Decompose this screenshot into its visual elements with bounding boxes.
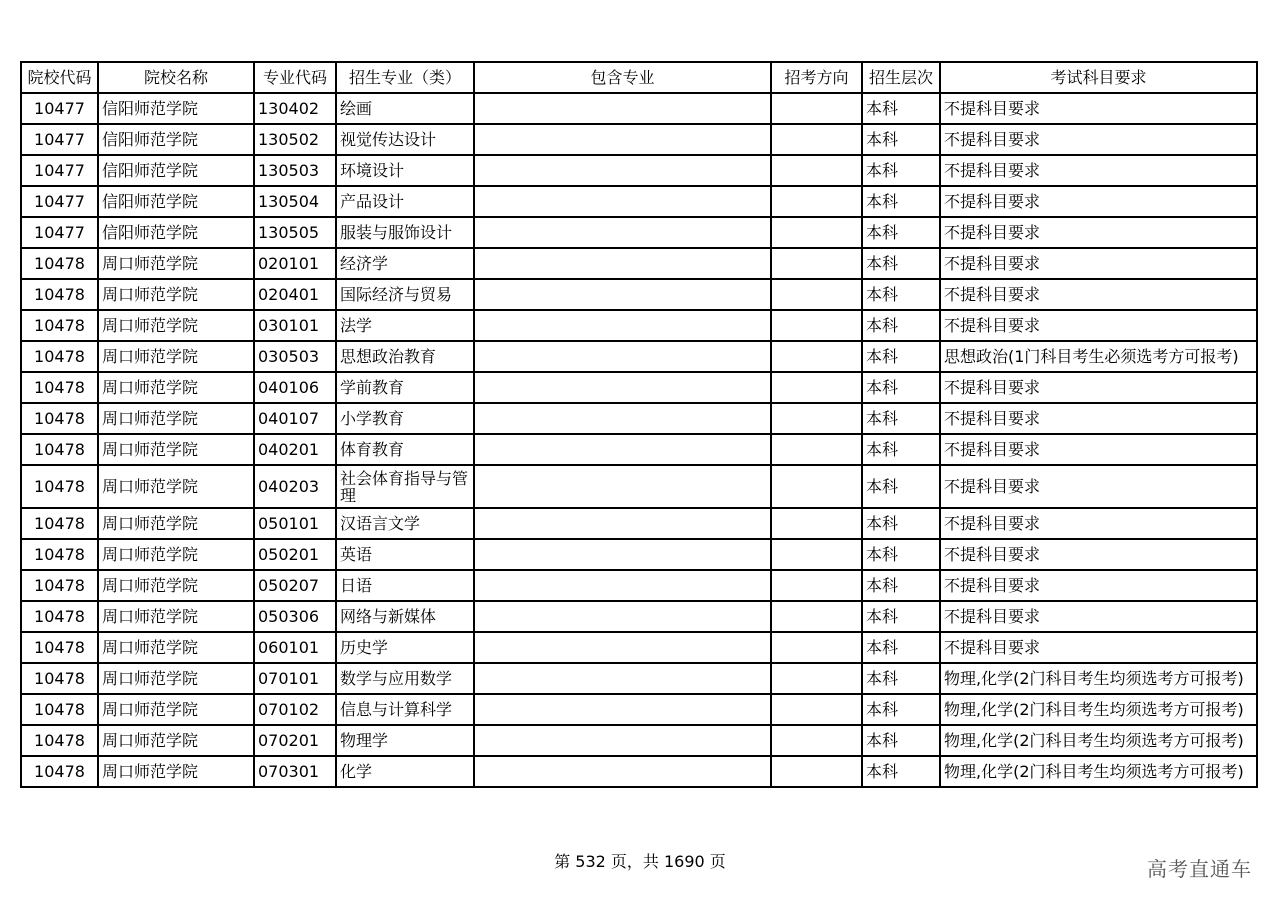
cell-level: 本科 [862, 601, 940, 632]
table-row [21, 186, 1257, 217]
table-row [21, 570, 1257, 601]
cell-major-code: 050201 [254, 539, 336, 570]
cell-school-name: 信阳师范学院 [98, 217, 254, 248]
cell-included-majors [474, 570, 771, 601]
table-row [21, 756, 1257, 787]
cell-included-majors [474, 725, 771, 756]
cell-direction [771, 570, 862, 601]
table-row [21, 434, 1257, 465]
cell-school-code: 10478 [21, 663, 98, 694]
cell-major: 化学 [336, 756, 474, 787]
cell-school-name: 周口师范学院 [98, 663, 254, 694]
cell-direction [771, 341, 862, 372]
cell-direction [771, 279, 862, 310]
cell-direction [771, 124, 862, 155]
table-row [21, 372, 1257, 403]
watermark: 高考直通车 [1147, 857, 1252, 881]
table-row [21, 279, 1257, 310]
cell-level: 本科 [862, 694, 940, 725]
table-row [21, 155, 1257, 186]
cell-major: 英语 [336, 539, 474, 570]
cell-included-majors [474, 465, 771, 508]
cell-direction [771, 725, 862, 756]
cell-direction [771, 694, 862, 725]
cell-school-name: 周口师范学院 [98, 341, 254, 372]
cell-major: 环境设计 [336, 155, 474, 186]
cell-subject-requirements: 不提科目要求 [940, 124, 1257, 155]
cell-school-name: 周口师范学院 [98, 465, 254, 508]
cell-school-code: 10477 [21, 186, 98, 217]
cell-school-name: 周口师范学院 [98, 310, 254, 341]
cell-school-name: 周口师范学院 [98, 508, 254, 539]
table-row [21, 217, 1257, 248]
cell-direction [771, 465, 862, 508]
cell-school-name: 周口师范学院 [98, 372, 254, 403]
cell-major: 数学与应用数学 [336, 663, 474, 694]
cell-major-code: 130505 [254, 217, 336, 248]
cell-direction [771, 186, 862, 217]
cell-level: 本科 [862, 756, 940, 787]
cell-subject-requirements: 不提科目要求 [940, 93, 1257, 124]
cell-school-name: 周口师范学院 [98, 279, 254, 310]
cell-level: 本科 [862, 372, 940, 403]
cell-level: 本科 [862, 632, 940, 663]
cell-included-majors [474, 434, 771, 465]
cell-included-majors [474, 663, 771, 694]
header-subject-requirements: 考试科目要求 [940, 62, 1257, 93]
table-row [21, 403, 1257, 434]
cell-school-code: 10478 [21, 310, 98, 341]
cell-subject-requirements: 不提科目要求 [940, 217, 1257, 248]
cell-subject-requirements: 不提科目要求 [940, 186, 1257, 217]
cell-included-majors [474, 403, 771, 434]
cell-included-majors [474, 279, 771, 310]
cell-major: 学前教育 [336, 372, 474, 403]
cell-major-code: 070102 [254, 694, 336, 725]
cell-subject-requirements: 物理,化学(2门科目考生均须选考方可报考) [940, 756, 1257, 787]
cell-school-name: 周口师范学院 [98, 248, 254, 279]
cell-included-majors [474, 508, 771, 539]
cell-level: 本科 [862, 539, 940, 570]
cell-school-code: 10478 [21, 403, 98, 434]
cell-subject-requirements: 不提科目要求 [940, 570, 1257, 601]
cell-level: 本科 [862, 93, 940, 124]
cell-subject-requirements: 不提科目要求 [940, 465, 1257, 508]
cell-major-code: 020401 [254, 279, 336, 310]
cell-subject-requirements: 不提科目要求 [940, 508, 1257, 539]
cell-major-code: 050306 [254, 601, 336, 632]
cell-school-code: 10478 [21, 341, 98, 372]
table-row [21, 725, 1257, 756]
cell-major: 社会体育指导与管理 [336, 465, 474, 508]
cell-major-code: 070201 [254, 725, 336, 756]
cell-direction [771, 155, 862, 186]
header-school-code: 院校代码 [21, 62, 98, 93]
cell-level: 本科 [862, 124, 940, 155]
cell-major-code: 070101 [254, 663, 336, 694]
cell-major-code: 040203 [254, 465, 336, 508]
cell-school-code: 10478 [21, 694, 98, 725]
cell-major-code: 070301 [254, 756, 336, 787]
table-row [21, 341, 1257, 372]
header-school-name: 院校名称 [98, 62, 254, 93]
cell-level: 本科 [862, 248, 940, 279]
cell-school-name: 信阳师范学院 [98, 186, 254, 217]
cell-subject-requirements: 不提科目要求 [940, 155, 1257, 186]
cell-school-code: 10478 [21, 632, 98, 663]
table-row [21, 93, 1257, 124]
cell-included-majors [474, 310, 771, 341]
cell-school-code: 10478 [21, 465, 98, 508]
cell-included-majors [474, 601, 771, 632]
cell-major: 汉语言文学 [336, 508, 474, 539]
cell-direction [771, 403, 862, 434]
cell-major: 信息与计算科学 [336, 694, 474, 725]
cell-school-code: 10477 [21, 93, 98, 124]
cell-level: 本科 [862, 725, 940, 756]
cell-school-name: 周口师范学院 [98, 632, 254, 663]
cell-included-majors [474, 539, 771, 570]
cell-subject-requirements: 物理,化学(2门科目考生均须选考方可报考) [940, 725, 1257, 756]
cell-major-code: 030101 [254, 310, 336, 341]
cell-subject-requirements: 不提科目要求 [940, 248, 1257, 279]
cell-direction [771, 434, 862, 465]
cell-direction [771, 372, 862, 403]
cell-school-name: 周口师范学院 [98, 570, 254, 601]
cell-major: 产品设计 [336, 186, 474, 217]
cell-school-code: 10477 [21, 155, 98, 186]
cell-included-majors [474, 217, 771, 248]
cell-level: 本科 [862, 186, 940, 217]
cell-major: 物理学 [336, 725, 474, 756]
cell-major-code: 020101 [254, 248, 336, 279]
cell-major: 思想政治教育 [336, 341, 474, 372]
cell-school-code: 10477 [21, 124, 98, 155]
header-major-code: 专业代码 [254, 62, 336, 93]
cell-major: 小学教育 [336, 403, 474, 434]
header-level: 招生层次 [862, 62, 940, 93]
table-row [21, 248, 1257, 279]
cell-major-code: 040106 [254, 372, 336, 403]
cell-direction [771, 756, 862, 787]
cell-major-code: 060101 [254, 632, 336, 663]
cell-level: 本科 [862, 465, 940, 508]
cell-subject-requirements: 不提科目要求 [940, 539, 1257, 570]
cell-subject-requirements: 物理,化学(2门科目考生均须选考方可报考) [940, 694, 1257, 725]
cell-level: 本科 [862, 663, 940, 694]
cell-major-code: 050207 [254, 570, 336, 601]
cell-school-name: 周口师范学院 [98, 434, 254, 465]
cell-included-majors [474, 341, 771, 372]
cell-direction [771, 601, 862, 632]
table-row [21, 310, 1257, 341]
cell-direction [771, 217, 862, 248]
cell-school-code: 10478 [21, 539, 98, 570]
cell-subject-requirements: 不提科目要求 [940, 403, 1257, 434]
cell-school-name: 周口师范学院 [98, 601, 254, 632]
cell-level: 本科 [862, 217, 940, 248]
admissions-table [20, 61, 1258, 788]
cell-included-majors [474, 186, 771, 217]
cell-school-code: 10478 [21, 372, 98, 403]
cell-subject-requirements: 思想政治(1门科目考生必须选考方可报考) [940, 341, 1257, 372]
cell-major: 绘画 [336, 93, 474, 124]
header-major: 招生专业（类） [336, 62, 474, 93]
cell-major: 日语 [336, 570, 474, 601]
cell-school-code: 10478 [21, 248, 98, 279]
cell-school-name: 周口师范学院 [98, 756, 254, 787]
cell-major-code: 130504 [254, 186, 336, 217]
cell-included-majors [474, 248, 771, 279]
cell-direction [771, 508, 862, 539]
cell-school-name: 周口师范学院 [98, 403, 254, 434]
cell-school-name: 信阳师范学院 [98, 93, 254, 124]
cell-major-code: 130503 [254, 155, 336, 186]
cell-school-name: 信阳师范学院 [98, 155, 254, 186]
cell-major: 国际经济与贸易 [336, 279, 474, 310]
cell-included-majors [474, 632, 771, 663]
cell-school-code: 10478 [21, 508, 98, 539]
cell-major: 法学 [336, 310, 474, 341]
cell-subject-requirements: 物理,化学(2门科目考生均须选考方可报考) [940, 663, 1257, 694]
table-header-row [21, 62, 1257, 93]
cell-direction [771, 310, 862, 341]
document-page [20, 61, 1256, 788]
table-row [21, 508, 1257, 539]
cell-school-code: 10478 [21, 570, 98, 601]
cell-level: 本科 [862, 434, 940, 465]
cell-level: 本科 [862, 155, 940, 186]
cell-major-code: 050101 [254, 508, 336, 539]
cell-subject-requirements: 不提科目要求 [940, 434, 1257, 465]
table-body [21, 93, 1257, 787]
cell-subject-requirements: 不提科目要求 [940, 310, 1257, 341]
page-number: 第 532 页，共 1690 页 [554, 852, 726, 871]
cell-major: 历史学 [336, 632, 474, 663]
cell-level: 本科 [862, 403, 940, 434]
cell-major: 体育教育 [336, 434, 474, 465]
cell-major: 服装与服饰设计 [336, 217, 474, 248]
cell-subject-requirements: 不提科目要求 [940, 372, 1257, 403]
cell-school-name: 周口师范学院 [98, 539, 254, 570]
cell-major-code: 130502 [254, 124, 336, 155]
cell-included-majors [474, 756, 771, 787]
cell-school-code: 10478 [21, 601, 98, 632]
cell-major-code: 130402 [254, 93, 336, 124]
cell-included-majors [474, 694, 771, 725]
cell-major-code: 030503 [254, 341, 336, 372]
table-row [21, 632, 1257, 663]
cell-school-code: 10477 [21, 217, 98, 248]
cell-major-code: 040107 [254, 403, 336, 434]
table-row [21, 124, 1257, 155]
table-row [21, 663, 1257, 694]
cell-major: 视觉传达设计 [336, 124, 474, 155]
cell-subject-requirements: 不提科目要求 [940, 632, 1257, 663]
header-direction: 招考方向 [771, 62, 862, 93]
header-included-majors: 包含专业 [474, 62, 771, 93]
cell-direction [771, 632, 862, 663]
cell-subject-requirements: 不提科目要求 [940, 601, 1257, 632]
cell-school-name: 周口师范学院 [98, 725, 254, 756]
cell-included-majors [474, 372, 771, 403]
cell-direction [771, 663, 862, 694]
table-row [21, 539, 1257, 570]
cell-major: 经济学 [336, 248, 474, 279]
table-row [21, 465, 1257, 508]
cell-included-majors [474, 124, 771, 155]
table-row [21, 601, 1257, 632]
cell-level: 本科 [862, 508, 940, 539]
cell-school-code: 10478 [21, 756, 98, 787]
cell-level: 本科 [862, 341, 940, 372]
cell-subject-requirements: 不提科目要求 [940, 279, 1257, 310]
cell-school-name: 周口师范学院 [98, 694, 254, 725]
cell-direction [771, 539, 862, 570]
cell-school-code: 10478 [21, 434, 98, 465]
cell-included-majors [474, 93, 771, 124]
cell-included-majors [474, 155, 771, 186]
cell-level: 本科 [862, 279, 940, 310]
cell-level: 本科 [862, 570, 940, 601]
cell-school-code: 10478 [21, 725, 98, 756]
table-row [21, 694, 1257, 725]
cell-level: 本科 [862, 310, 940, 341]
cell-school-name: 信阳师范学院 [98, 124, 254, 155]
cell-major: 网络与新媒体 [336, 601, 474, 632]
cell-school-code: 10478 [21, 279, 98, 310]
cell-direction [771, 93, 862, 124]
cell-major-code: 040201 [254, 434, 336, 465]
cell-direction [771, 248, 862, 279]
